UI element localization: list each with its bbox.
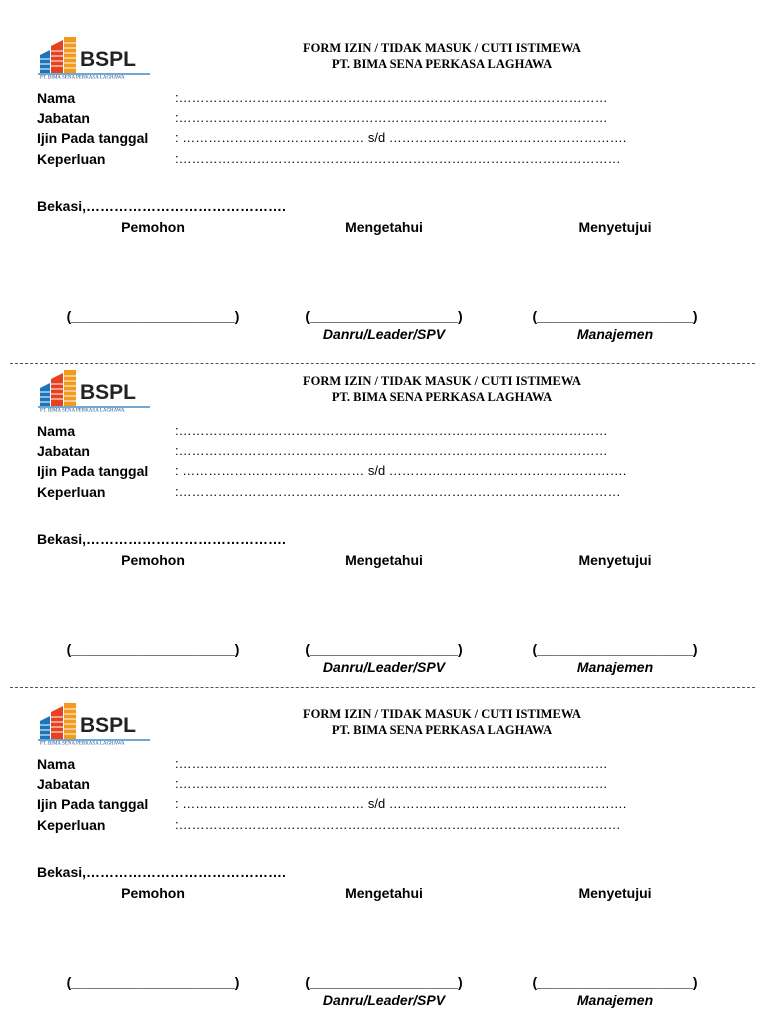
company-logo [38, 703, 150, 745]
signature-menyetujui[interactable]: (____________________) [532, 641, 698, 657]
signature-mengetahui[interactable]: (___________________) [305, 974, 463, 990]
logo-text: BSPL [80, 714, 137, 737]
field-ijin-tanggal[interactable]: : …………………………………… s/d ………………………………………………. [175, 796, 627, 811]
logo-subtitle: PT. BIMA SENA PERKASA LAGHAWA [40, 741, 125, 745]
role-mengetahui: Mengetahui [345, 885, 423, 901]
field-keperluan[interactable]: :………………………………………………………………………………………… [175, 151, 621, 166]
field-jabatan[interactable]: :……………………………………………………………………………………… [175, 443, 608, 458]
label-jabatan: Jabatan [37, 443, 90, 459]
role-pemohon: Pemohon [121, 219, 185, 235]
form-title: FORM IZIN / TIDAK MASUK / CUTI ISTIMEWA [303, 374, 581, 388]
company-name: PT. BIMA SENA PERKASA LAGHAWA [331, 390, 553, 404]
field-nama[interactable]: :……………………………………………………………………………………… [175, 90, 608, 105]
label-nama: Nama [37, 90, 76, 106]
label-jabatan: Jabatan [37, 776, 90, 792]
logo-subtitle: PT. BIMA SENA PERKASA LAGHAWA [40, 408, 125, 412]
form-title: FORM IZIN / TIDAK MASUK / CUTI ISTIMEWA [303, 41, 581, 55]
leave-form [0, 370, 768, 690]
place-date-line[interactable]: Bekasi,……………………………………. [37, 531, 286, 547]
company-name: PT. BIMA SENA PERKASA LAGHAWA [331, 723, 553, 737]
signature-pemohon[interactable]: (_____________________) [66, 974, 240, 990]
field-ijin-tanggal[interactable]: : …………………………………… s/d ………………………………………………. [175, 463, 627, 478]
leave-form [0, 37, 768, 357]
sublabel-danru-leader-spv: Danru/Leader/SPV [322, 326, 446, 342]
field-nama[interactable]: :……………………………………………………………………………………… [175, 756, 608, 771]
signature-mengetahui[interactable]: (___________________) [305, 308, 463, 324]
field-jabatan[interactable]: :……………………………………………………………………………………… [175, 110, 608, 125]
sublabel-danru-leader-spv: Danru/Leader/SPV [322, 659, 446, 675]
cut-line [10, 363, 755, 364]
field-jabatan[interactable]: :……………………………………………………………………………………… [175, 776, 608, 791]
role-pemohon: Pemohon [121, 552, 185, 568]
label-ijin-tanggal: Ijin Pada tanggal [37, 130, 149, 146]
role-menyetujui: Menyetujui [578, 219, 652, 235]
role-mengetahui: Mengetahui [345, 219, 423, 235]
field-ijin-tanggal[interactable]: : …………………………………… s/d ………………………………………………. [175, 130, 627, 145]
field-nama[interactable]: :……………………………………………………………………………………… [175, 423, 608, 438]
sublabel-manajemen: Manajemen [576, 659, 654, 675]
signature-menyetujui[interactable]: (____________________) [532, 974, 698, 990]
label-nama: Nama [37, 756, 76, 772]
signature-pemohon[interactable]: (_____________________) [66, 308, 240, 324]
company-logo [38, 37, 150, 79]
sublabel-manajemen: Manajemen [576, 326, 654, 342]
role-menyetujui: Menyetujui [578, 885, 652, 901]
label-nama: Nama [37, 423, 76, 439]
place-date-line[interactable]: Bekasi,……………………………………. [37, 864, 286, 880]
role-mengetahui: Mengetahui [345, 552, 423, 568]
cut-line [10, 687, 755, 688]
role-menyetujui: Menyetujui [578, 552, 652, 568]
signature-mengetahui[interactable]: (___________________) [305, 641, 463, 657]
label-keperluan: Keperluan [37, 817, 106, 833]
label-ijin-tanggal: Ijin Pada tanggal [37, 463, 149, 479]
field-keperluan[interactable]: :………………………………………………………………………………………… [175, 484, 621, 499]
logo-text: BSPL [80, 381, 137, 404]
form-title: FORM IZIN / TIDAK MASUK / CUTI ISTIMEWA [303, 707, 581, 721]
signature-pemohon[interactable]: (_____________________) [66, 641, 240, 657]
signature-menyetujui[interactable]: (____________________) [532, 308, 698, 324]
logo-text: BSPL [80, 48, 137, 71]
logo-subtitle: PT. BIMA SENA PERKASA LAGHAWA [40, 75, 125, 79]
label-keperluan: Keperluan [37, 151, 106, 167]
field-keperluan[interactable]: :………………………………………………………………………………………… [175, 817, 621, 832]
place-date-line[interactable]: Bekasi,……………………………………. [37, 198, 286, 214]
leave-form [0, 703, 768, 1023]
company-logo [38, 370, 150, 412]
sublabel-manajemen: Manajemen [576, 992, 654, 1008]
label-ijin-tanggal: Ijin Pada tanggal [37, 796, 149, 812]
sublabel-danru-leader-spv: Danru/Leader/SPV [322, 992, 446, 1008]
label-keperluan: Keperluan [37, 484, 106, 500]
label-jabatan: Jabatan [37, 110, 90, 126]
role-pemohon: Pemohon [121, 885, 185, 901]
company-name: PT. BIMA SENA PERKASA LAGHAWA [331, 57, 553, 71]
